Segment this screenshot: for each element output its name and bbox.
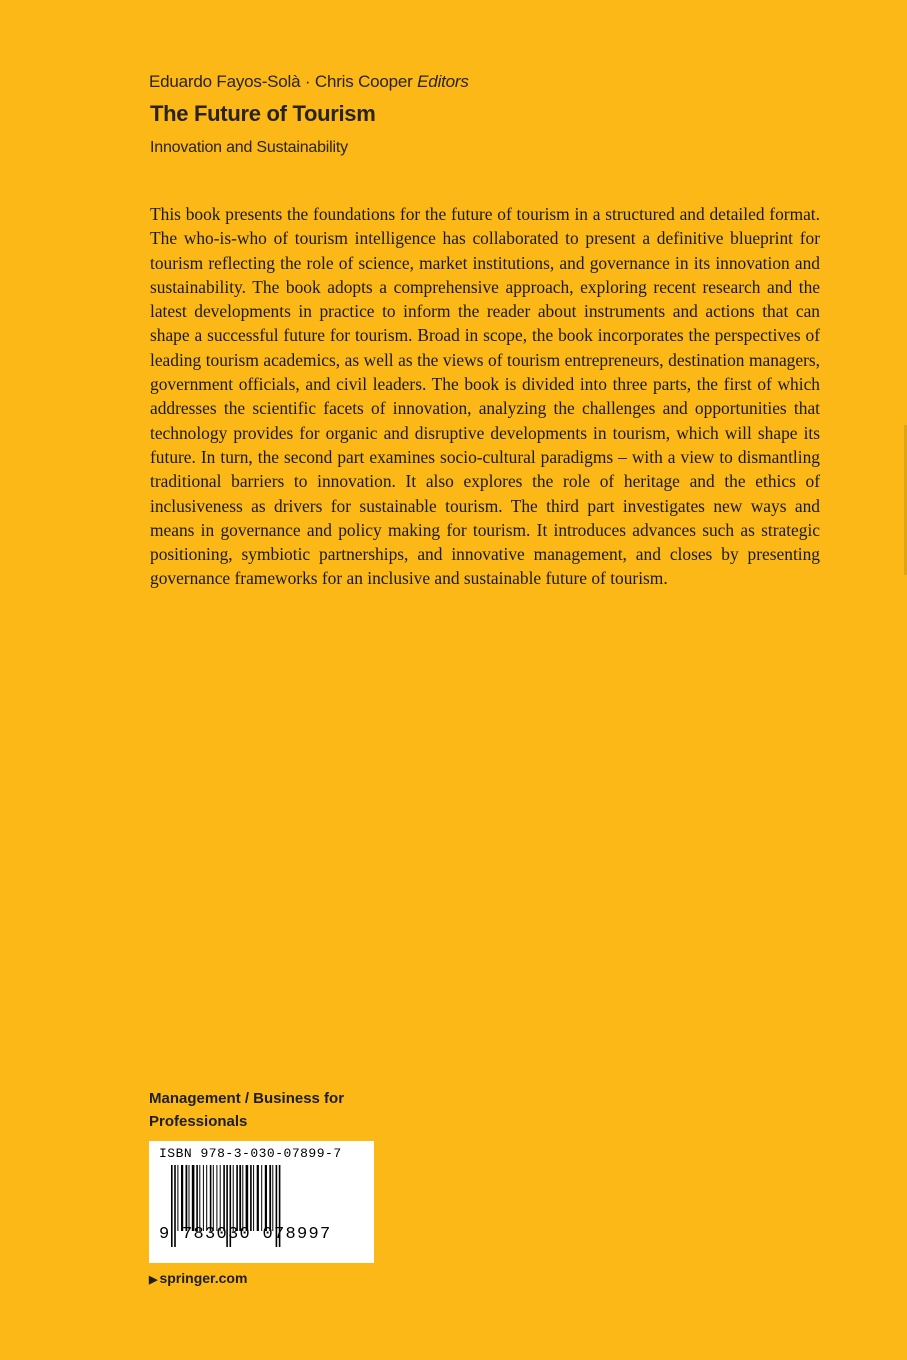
barcode-bar (210, 1165, 212, 1231)
barcode-bar (261, 1165, 262, 1231)
book-title: The Future of Tourism (150, 101, 376, 126)
barcode-bar (181, 1165, 183, 1231)
barcode-bar (257, 1165, 259, 1231)
barcode-bar (206, 1165, 207, 1231)
barcode-bar (265, 1165, 267, 1231)
play-arrow-icon: ▶ (149, 1274, 158, 1286)
barcode-bar (272, 1165, 273, 1231)
editors-line (149, 70, 770, 94)
book-description: This book presents the foundations for the future of tourism in a structured and detailed format. The who-is-who of tourism intelligence has collaborated to present a definitive blueprint for tourism reflecting the role of science, market institutions, and governance in its innovation and sustainability. The book adopts a comprehensive approach, exploring recent research and the latest developments in practice to inform the reader about instruments and actions that can shape a successful future for tourism. Broad in scope, the book incorporates the perspectives of leading tourism academics, as well as the views of tourism entrepreneurs, destination managers, government officials, and civil leaders. The book is divided into three parts, the first of which addresses the scientific facets of innovation, analyzing the challenges and opportunities that technology provides for organic and disruptive developments in tourism, which will shape its future. In turn, the second part examines socio-cultural paradigms – with a view to dismantling traditional barriers to innovation. It also explores the role of heritage and the ethics of inclusiveness as drivers for sustainable tourism. The third part investigates new ways and means in governance and policy making for tourism. It introduces advances such as strategic positioning, symbiotic partnerships, and innovative management, and closes by presenting governance frameworks for an inclusive and sustainable future of tourism. (150, 204, 820, 589)
editors-role: Editors (417, 72, 469, 91)
barcode-bar (177, 1165, 178, 1231)
barcode-bar (192, 1165, 195, 1231)
barcode-bar (220, 1165, 221, 1231)
barcode-bar (242, 1165, 243, 1231)
barcode-bar (186, 1165, 188, 1231)
barcode-bar (269, 1165, 271, 1231)
barcode-bar (196, 1165, 198, 1231)
subject-category: Management / Business for Professionals (149, 1090, 345, 1130)
barcode-bar (189, 1165, 190, 1231)
header (150, 70, 770, 159)
barcode-bar (253, 1165, 254, 1231)
isbn-barcode (149, 1141, 374, 1263)
barcode-bar (239, 1165, 241, 1231)
publisher-website[interactable] (149, 1268, 247, 1290)
barcode-digits: 9 783030 078997 (159, 1225, 332, 1244)
barcode-bar (216, 1165, 217, 1231)
barcode-bar (236, 1165, 238, 1231)
barcode-bar (223, 1165, 225, 1231)
barcode-bar (199, 1165, 200, 1231)
barcode-bar (250, 1165, 252, 1231)
editors-names: Eduardo Fayos-Solà · Chris Cooper (149, 72, 413, 91)
barcode-bar (203, 1165, 204, 1231)
barcode-bar (246, 1165, 249, 1231)
book-subtitle: Innovation and Sustainability (150, 139, 348, 156)
barcode-bar (233, 1165, 234, 1231)
isbn-label: ISBN 978-3-030-07899-7 (159, 1146, 342, 1161)
barcode-bar (213, 1165, 214, 1231)
website-label: springer.com (159, 1270, 248, 1286)
